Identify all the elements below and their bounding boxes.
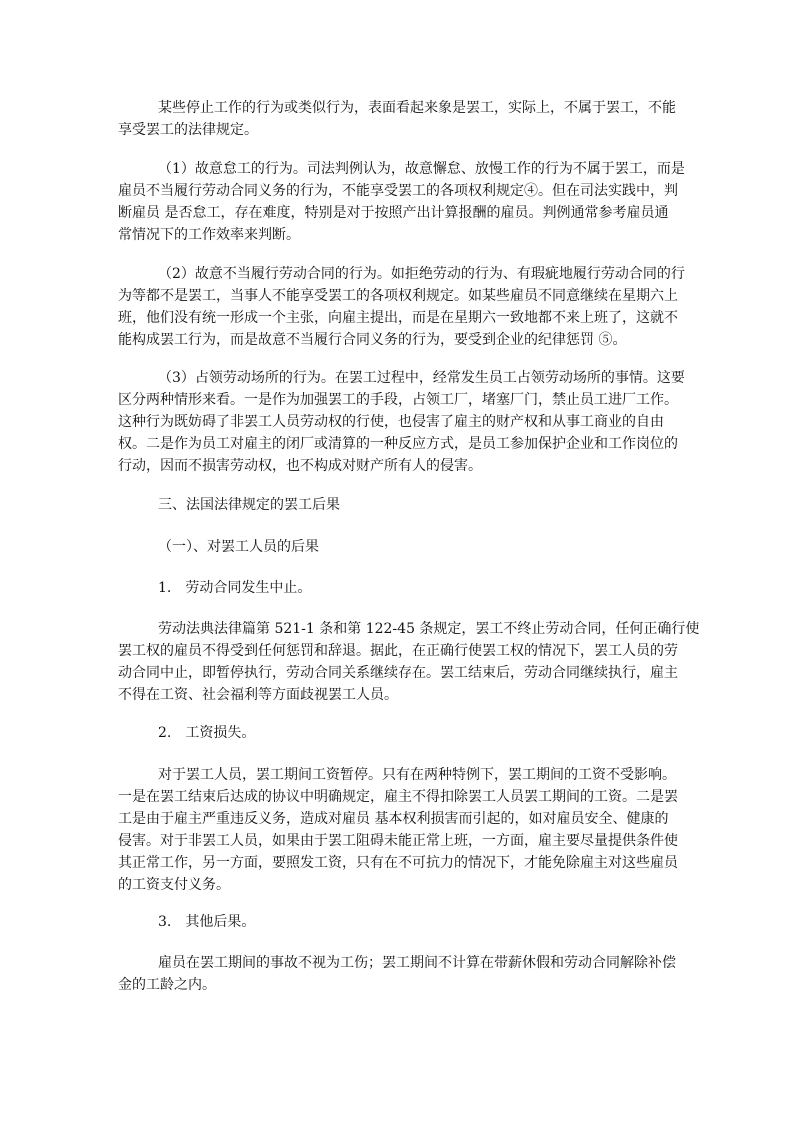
text-line: 对于罢工人员，罢工期间工资暂停。只有在两种特例下，罢工期间的工资不受影响。 (158, 767, 676, 783)
text-line: 的工资支付义务。 (118, 877, 230, 893)
text-line: 权。二是作为员工对雇主的闭厂或清算的一种反应方式，是员工参加保护企业和工作岗位的 (118, 436, 678, 452)
text-line: 雇员在罢工期间的事故不视为工伤；罢工期间不计算在带薪休假和劳动合同解除补偿 (158, 955, 676, 971)
text-line: 三、法国法律规定的罢工后果 (158, 497, 340, 513)
text-line: （一）、对罢工人员的后果 (158, 539, 319, 555)
text-line: 侵害。对于非罢工人员，如果由于罢工阻碍未能正常上班，一方面，雇主要尽量提供条件使 (118, 833, 678, 849)
text-line: 享受罢工的法律规定。 (118, 122, 258, 138)
text-line: 动合同中止，即暂停执行，劳动合同关系继续存在。罢工结束后，劳动合同继续执行，雇主 (118, 665, 678, 681)
text-line: （2）故意不当履行劳动合同的行为。如拒绝劳动的行为、有瑕疵地履行劳动合同的行 (158, 266, 685, 282)
text-line: 能构成罢工行为，而是故意不当履行合同义务的行为，要受到企业的纪律惩罚 ⑤。 (118, 332, 627, 348)
item-heading (118, 722, 678, 744)
text-line: 断雇员 是否怠工，存在难度，特别是对于按照产出计算报酬的雇员。判例通常参考雇员通 (118, 205, 669, 221)
text-line: 2. 工资损失。 (158, 725, 256, 741)
text-line: 这种行为既妨碍了非罢工人员劳动权的行使，也侵害了雇主的财产权和从事工商业的自由 (118, 414, 664, 430)
text-line: （1）故意怠工的行为。司法判例认为，故意懈怠、放慢工作的行为不属于罢工，而是 (158, 161, 685, 177)
text-line: 1. 劳动合同发生中止。 (158, 580, 312, 596)
text-line: 罢工权的雇员不得受到任何惩罚和辞退。据此，在正确行使罢工权的情况下，罢工人员的劳 (118, 643, 678, 659)
text-line: 劳动法典法律篇第 521-1 条和第 122-45 条规定，罢工不终止劳动合同，任何正确行使 (158, 621, 700, 637)
text-line: 为等都不是罢工，当事人不能享受罢工的各项权利规定。如某些雇员不同意继续在星期六上 (118, 288, 678, 304)
text-line: 其正常工作，另一方面，要照发工资，只有在不可抗力的情况下，才能免除雇主对这些雇员 (118, 855, 678, 871)
text-line: 某些停止工作的行为或类似行为，表面看起来象是罢工，实际上，不属于罢工，不能 (158, 100, 676, 116)
item-heading (118, 577, 678, 599)
item-heading (118, 911, 678, 933)
text-line: 区分两种情形来看。一是作为加强罢工的手段，占领工厂，堵塞厂门，禁止员工进厂工作。 (118, 392, 678, 408)
section-heading (118, 494, 678, 516)
text-line: （3）占领劳动场所的行为。在罢工过程中，经常发生员工占领劳动场所的事情。这要 (158, 370, 685, 386)
text-line: 行动，因而不损害劳动权，也不构成对财产所有人的侵害。 (118, 458, 482, 474)
paragraph (118, 367, 685, 477)
paragraph (118, 158, 685, 246)
paragraph (118, 263, 685, 351)
text-line: 雇员不当履行劳动合同义务的行为，不能享受罢工的各项权利规定④。但在司法实践中，判 (118, 183, 678, 199)
paragraph (118, 618, 700, 706)
paragraph (118, 97, 678, 141)
paragraph (118, 764, 678, 896)
paragraph (118, 952, 678, 996)
text-line: 工是由于雇主严重违反义务，造成对雇员 基本权利损害而引起的，如对雇员安全、健康的 (118, 811, 669, 827)
subsection-heading (118, 536, 678, 558)
text-line: 常情况下的工作效率来判断。 (118, 227, 300, 243)
text-line: 不得在工资、社会福利等方面歧视罢工人员。 (118, 687, 398, 703)
text-line: 一是在罢工结束后达成的协议中明确规定，雇主不得扣除罢工人员罢工期间的工资。二是罢 (118, 789, 678, 805)
text-line: 金的工龄之内。 (118, 977, 216, 993)
text-line: 班，他们没有统一形成一个主张，向雇主提出，而是在星期六一致地都不来上班了，这就不 (118, 310, 678, 326)
text-line: 3. 其他后果。 (158, 914, 256, 930)
